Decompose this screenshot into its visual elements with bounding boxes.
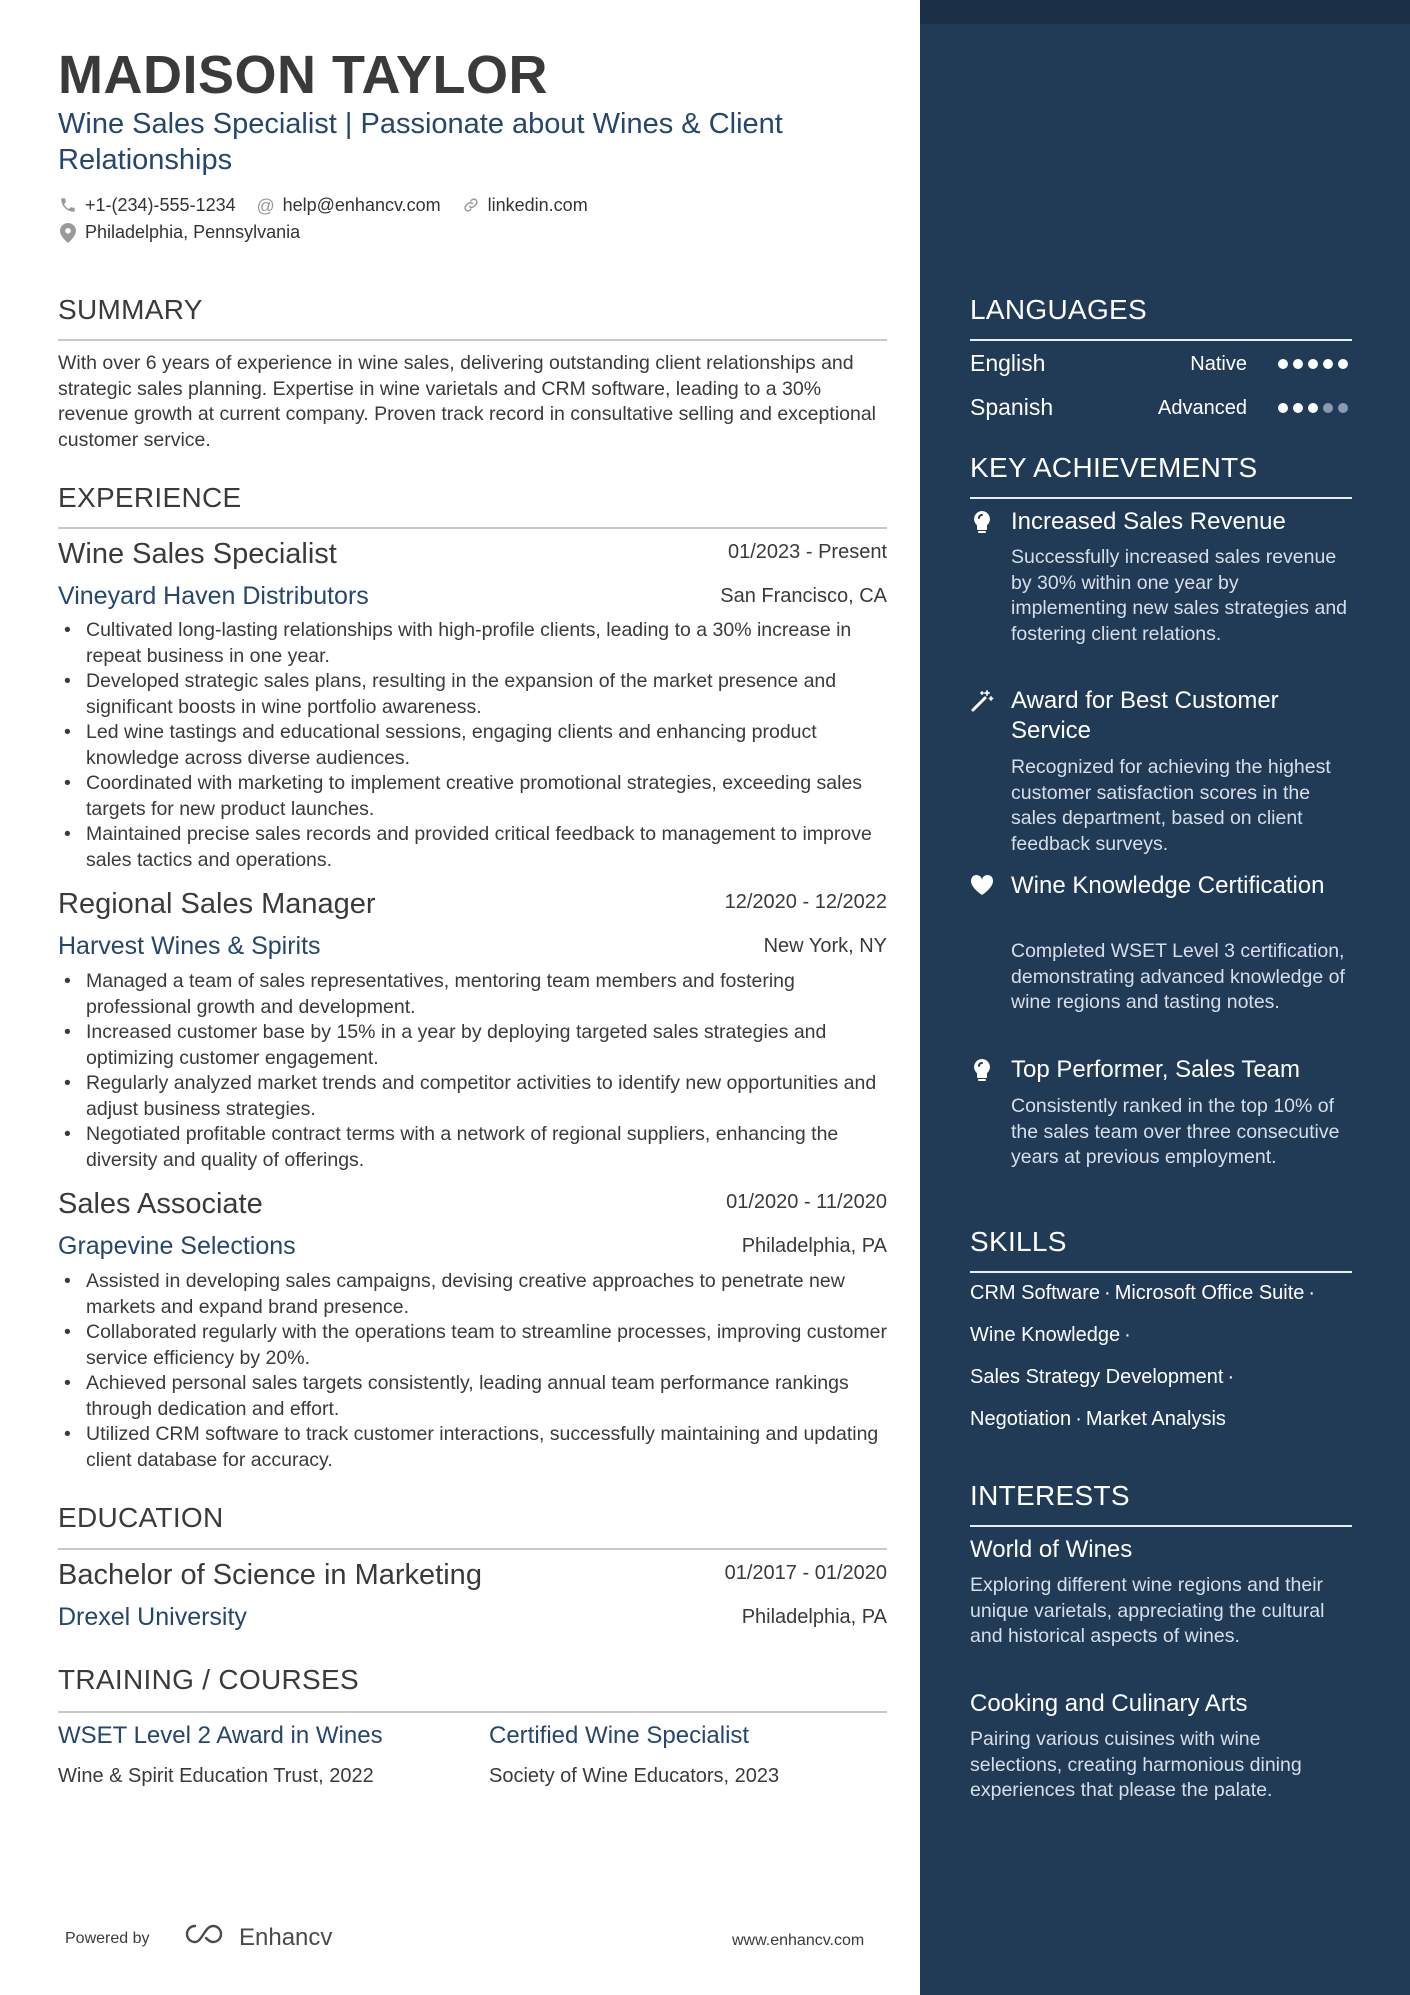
languages-title: LANGUAGES [970, 294, 1147, 325]
training-title: TRAINING / COURSES [58, 1664, 359, 1695]
achievement-desc: Completed WSET Level 3 certification, demonstrating advanced knowledge of wine regions and tasting notes. [1011, 940, 1345, 1013]
skill-tag: Market Analysis [1085, 1408, 1226, 1430]
candidate-name: MADISON TAYLOR [58, 45, 549, 105]
job-location: Philadelphia, PA [741, 1235, 887, 1257]
interest-desc: Exploring different wine regions and their unique varietals, appreciating the cultural and historical aspects of wines. [970, 1574, 1325, 1647]
list-item: • Coordinated with marketing to implement creative promotional strategies, exceeding sales targets for new product launches. [58, 771, 888, 822]
map-pin-icon [58, 223, 78, 243]
education-divider [58, 1548, 887, 1550]
contact-phone [58, 195, 236, 216]
language-rating [1278, 403, 1348, 413]
job-bullets [58, 618, 888, 873]
enhancv-logo[interactable] [183, 1922, 332, 1953]
job-title: Sales Associate [58, 1188, 263, 1220]
skill-separator: · [1124, 1324, 1131, 1346]
rating-dot [1278, 403, 1288, 413]
interest-desc: Pairing various cuisines with wine selections, creating harmonious dining experiences that please the palate. [970, 1728, 1302, 1801]
powered-by-label: Powered by [65, 1930, 150, 1947]
company-name: Harvest Wines & Spirits [58, 932, 321, 960]
phone-text[interactable]: +1-(234)-555-1234 [85, 195, 236, 215]
rating-dot [1293, 359, 1303, 369]
heart-icon [970, 874, 994, 898]
language-level: Native [1190, 353, 1247, 375]
achievement-desc: Consistently ranked in the top 10% of the sales team over three consecutive years at previous employment. [1011, 1095, 1340, 1168]
skill-separator: · [1308, 1282, 1316, 1304]
achievement-title: Increased Sales Revenue [1011, 508, 1286, 535]
summary-text: With over 6 years of experience in wine sales, delivering outstanding client relationships and strategic sales planning. Expertise in wine varietals and CRM software, leading to a 30% revenue growth at current company. Proven track record in consultative selling and exceptional customer service. [58, 352, 876, 451]
rating-dot [1293, 403, 1303, 413]
infinity-logo-icon [183, 1922, 231, 1953]
rating-dot [1308, 359, 1318, 369]
list-item: • Collaborated regularly with the operations team to streamline processes, improving customer service efficiency by 20%. [58, 1320, 888, 1371]
rating-dot [1308, 403, 1318, 413]
contact-email [256, 195, 441, 216]
brand-name: Enhancv [239, 1923, 333, 1951]
rating-dot [1323, 403, 1333, 413]
lightbulb-icon [970, 1058, 994, 1082]
education-title: EDUCATION [58, 1502, 224, 1533]
interest-title: World of Wines [970, 1536, 1133, 1563]
job-dates: 01/2023 - Present [728, 541, 887, 563]
rating-dot [1323, 359, 1333, 369]
list-item: • Increased customer base by 15% in a year by deploying targeted sales strategies and optimizing customer engagement. [58, 1020, 888, 1071]
list-item: • Achieved personal sales targets consistently, leading annual team performance rankings through dedication and effort. [58, 1371, 888, 1422]
list-item: • Assisted in developing sales campaigns, devising creative approaches to penetrate new markets and expand brand presence. [58, 1269, 888, 1320]
interest-title: Cooking and Culinary Arts [970, 1690, 1248, 1717]
location-text: Philadelphia, Pennsylvania [85, 222, 301, 242]
skill-separator: · [1227, 1366, 1235, 1388]
contact-location [58, 222, 300, 243]
achievement-title: Top Performer, Sales Team [1011, 1056, 1301, 1083]
school-location: Philadelphia, PA [741, 1606, 887, 1628]
skill-tag: Sales Strategy Development [970, 1366, 1224, 1388]
achievement-desc: Successfully increased sales revenue by 30% within one year by implementing new sales strategies and fostering client relations. [1011, 546, 1348, 645]
achievements-title: KEY ACHIEVEMENTS [970, 452, 1258, 483]
language-name: Spanish [970, 394, 1054, 420]
company-name: Vineyard Haven Distributors [58, 582, 369, 610]
phone-icon [58, 196, 78, 216]
list-item: • Led wine tastings and educational sessions, engaging clients and enhancing product knowledge across diverse audiences. [58, 720, 888, 771]
footer-url[interactable]: www.enhancv.com [732, 1932, 865, 1949]
candidate-headline: Wine Sales Specialist | Passionate about Wines & Client Relationships [58, 108, 783, 176]
link-icon [461, 196, 481, 216]
contact-row-2 [58, 222, 314, 243]
job-dates: 12/2020 - 12/2022 [724, 891, 887, 913]
achievement-title: Award for Best Customer Service [1011, 687, 1279, 744]
skills-row [970, 1282, 1319, 1305]
summary-divider [58, 339, 887, 341]
list-item: • Regularly analyzed market trends and competitor activities to identify new opportunities and adjust business strategies. [58, 1071, 888, 1122]
job-title: Wine Sales Specialist [58, 538, 337, 570]
email-text[interactable]: help@enhancv.com [282, 195, 441, 215]
list-item: • Negotiated profitable contract terms with a network of regional suppliers, enhancing the diversity and quality of offerings. [58, 1122, 888, 1173]
skills-title: SKILLS [970, 1226, 1067, 1257]
interests-title: INTERESTS [970, 1480, 1130, 1511]
language-rating [1278, 359, 1348, 369]
course-title: WSET Level 2 Award in Wines [58, 1722, 383, 1749]
skill-tag: Microsoft Office Suite [1114, 1282, 1305, 1304]
contact-linkedin [461, 195, 588, 216]
skills-row [970, 1324, 1135, 1347]
achievement-desc: Recognized for achieving the highest customer satisfaction scores in the sales department, based on client feedback surveys. [1011, 756, 1331, 855]
job-location: San Francisco, CA [720, 585, 887, 607]
achievement-title: Wine Knowledge Certification [1011, 872, 1325, 899]
course-title: Certified Wine Specialist [489, 1722, 750, 1749]
skill-tag: Negotiation [970, 1408, 1072, 1430]
list-item: • Developed strategic sales plans, resulting in the expansion of the market presence and significant boosts in wine portfolio awareness. [58, 669, 888, 720]
company-name: Grapevine Selections [58, 1232, 296, 1260]
skill-tag: CRM Software [970, 1282, 1101, 1304]
list-item: • Managed a team of sales representatives, mentoring team members and fostering professional growth and development. [58, 969, 888, 1020]
degree-title: Bachelor of Science in Marketing [58, 1559, 482, 1591]
achievements-divider [970, 497, 1352, 499]
list-item: • Cultivated long-lasting relationships with high-profile clients, leading to a 30% increase in repeat business in one year. [58, 618, 888, 669]
rating-dot [1338, 359, 1348, 369]
language-level: Advanced [1158, 397, 1247, 419]
magic-wand-icon [970, 689, 994, 713]
course-provider: Society of Wine Educators, 2023 [489, 1765, 780, 1787]
rating-dot [1338, 403, 1348, 413]
list-item: • Maintained precise sales records and provided critical feedback to management to improve sales tactics and operations. [58, 822, 888, 873]
skills-row [970, 1408, 1226, 1431]
rating-dot [1278, 359, 1288, 369]
education-dates: 01/2017 - 01/2020 [724, 1562, 887, 1584]
skills-row [970, 1366, 1238, 1389]
job-title: Regional Sales Manager [58, 888, 376, 920]
job-location: New York, NY [763, 935, 887, 957]
training-divider [58, 1711, 887, 1713]
course-provider: Wine & Spirit Education Trust, 2022 [58, 1765, 374, 1787]
experience-title: EXPERIENCE [58, 482, 242, 513]
skills-divider [970, 1271, 1352, 1273]
skill-separator: · [1104, 1282, 1111, 1304]
skill-tag: Wine Knowledge [970, 1324, 1121, 1346]
language-name: English [970, 350, 1046, 376]
experience-divider [58, 527, 887, 529]
job-bullets [58, 1269, 888, 1473]
lightbulb-icon [970, 510, 994, 534]
linkedin-text[interactable]: linkedin.com [487, 195, 588, 215]
summary-title: SUMMARY [58, 294, 203, 325]
skill-separator: · [1075, 1408, 1082, 1430]
interests-divider [970, 1525, 1352, 1527]
contact-row-1 [58, 195, 602, 216]
school-name: Drexel University [58, 1603, 247, 1631]
languages-divider [970, 339, 1352, 341]
job-dates: 01/2020 - 11/2020 [726, 1191, 887, 1213]
sidebar-top-bar [920, 0, 1410, 24]
list-item: • Utilized CRM software to track customer interactions, successfully maintaining and updating client database for accuracy. [58, 1422, 888, 1473]
at-sign-icon: @ [256, 195, 275, 216]
job-bullets [58, 969, 888, 1173]
